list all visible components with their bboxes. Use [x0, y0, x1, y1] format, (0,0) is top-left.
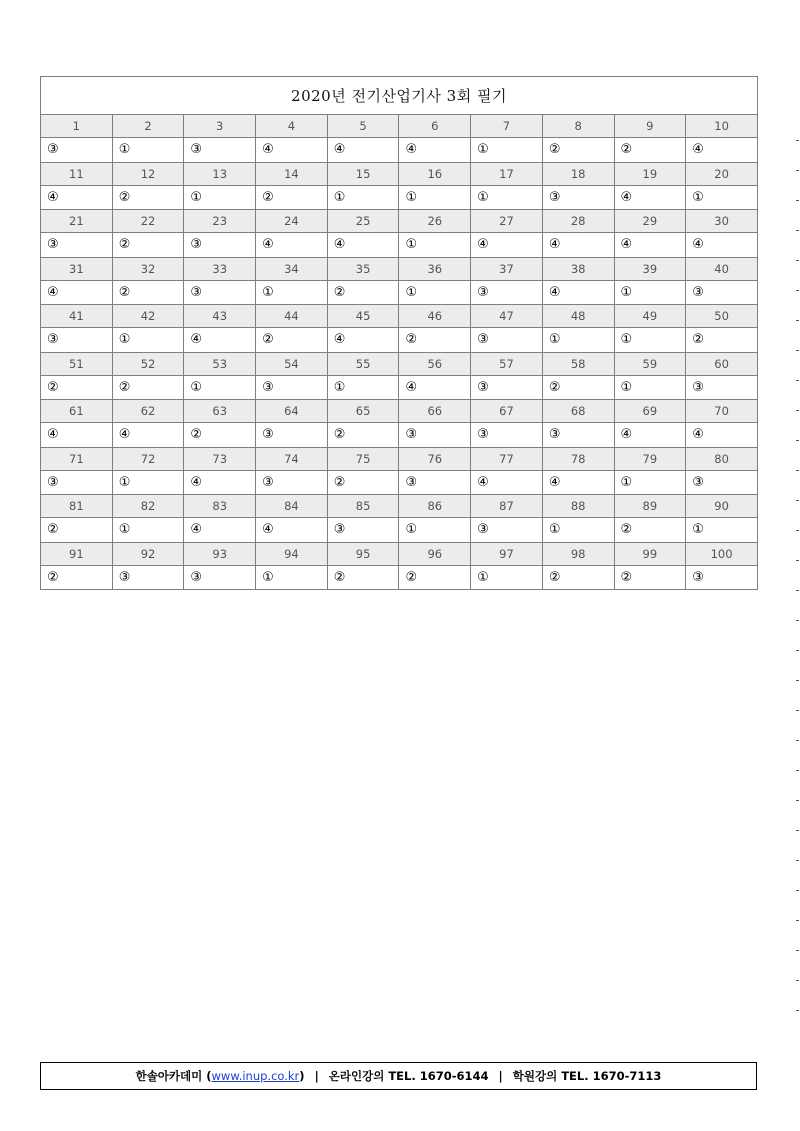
question-number: 19	[614, 162, 686, 185]
question-number: 47	[471, 305, 543, 328]
question-number: 48	[542, 305, 614, 328]
answer-cell: ①	[471, 565, 543, 590]
academy-name: 한솔아카데미	[135, 1069, 203, 1083]
answer-cell: ④	[542, 233, 614, 258]
question-number: 68	[542, 400, 614, 423]
question-number: 79	[614, 447, 686, 470]
answer-cell: ③	[327, 518, 399, 543]
edge-tick	[796, 740, 799, 741]
question-number: 81	[41, 495, 113, 518]
question-number: 58	[542, 352, 614, 375]
question-number: 93	[184, 542, 256, 565]
answer-cell: ①	[399, 518, 471, 543]
answer-cell: ①	[542, 328, 614, 353]
question-number: 21	[41, 210, 113, 233]
question-number: 2	[112, 115, 184, 138]
question-number: 55	[327, 352, 399, 375]
answer-cell: ④	[41, 280, 113, 305]
question-number: 20	[686, 162, 758, 185]
edge-tick	[796, 410, 799, 411]
question-number: 6	[399, 115, 471, 138]
question-number: 82	[112, 495, 184, 518]
question-number: 56	[399, 352, 471, 375]
question-number: 35	[327, 257, 399, 280]
question-number: 50	[686, 305, 758, 328]
answer-cell: ③	[686, 470, 758, 495]
answer-cell: ②	[327, 423, 399, 448]
question-number: 18	[542, 162, 614, 185]
edge-tick	[796, 500, 799, 501]
answer-table	[40, 76, 758, 590]
question-number: 51	[41, 352, 113, 375]
answer-cell: ④	[614, 185, 686, 210]
question-number: 66	[399, 400, 471, 423]
answer-row	[41, 470, 758, 495]
answer-cell: ④	[41, 185, 113, 210]
edge-tick	[796, 770, 799, 771]
answer-cell: ①	[542, 518, 614, 543]
edge-tick	[796, 680, 799, 681]
question-number: 17	[471, 162, 543, 185]
question-number: 31	[41, 257, 113, 280]
question-number: 29	[614, 210, 686, 233]
answer-cell: ③	[184, 233, 256, 258]
answer-cell: ③	[41, 138, 113, 163]
answer-cell: ③	[41, 470, 113, 495]
answer-cell: ①	[256, 565, 328, 590]
question-number: 92	[112, 542, 184, 565]
answer-cell: ④	[686, 138, 758, 163]
answer-cell: ②	[327, 565, 399, 590]
answer-cell: ④	[542, 280, 614, 305]
question-number: 86	[399, 495, 471, 518]
edge-tick	[796, 560, 799, 561]
question-number: 65	[327, 400, 399, 423]
answer-cell: ②	[686, 328, 758, 353]
answer-cell: ④	[256, 518, 328, 543]
answer-cell: ③	[471, 375, 543, 400]
question-number-row	[41, 352, 758, 375]
question-number: 43	[184, 305, 256, 328]
answer-cell: ④	[184, 328, 256, 353]
question-number: 57	[471, 352, 543, 375]
question-number: 73	[184, 447, 256, 470]
answer-cell: ①	[471, 138, 543, 163]
answer-cell: ③	[471, 328, 543, 353]
question-number: 69	[614, 400, 686, 423]
answer-row	[41, 423, 758, 448]
footer-separator: |	[498, 1069, 503, 1083]
question-number: 84	[256, 495, 328, 518]
page-title: 2020년 전기산업기사 3회 필기	[41, 77, 758, 115]
answer-cell: ②	[112, 185, 184, 210]
answer-cell: ②	[256, 185, 328, 210]
question-number: 77	[471, 447, 543, 470]
answer-cell: ①	[327, 185, 399, 210]
answer-cell: ④	[256, 138, 328, 163]
answer-cell: ③	[471, 518, 543, 543]
question-number: 7	[471, 115, 543, 138]
edge-tick	[796, 1010, 799, 1011]
edge-tick	[796, 650, 799, 651]
answer-cell: ①	[471, 185, 543, 210]
question-number: 30	[686, 210, 758, 233]
question-number: 99	[614, 542, 686, 565]
question-number: 28	[542, 210, 614, 233]
question-number: 1	[41, 115, 113, 138]
question-number: 83	[184, 495, 256, 518]
edge-tick	[796, 320, 799, 321]
answer-cell: ②	[614, 138, 686, 163]
question-number: 67	[471, 400, 543, 423]
answer-cell: ④	[399, 138, 471, 163]
answer-cell: ①	[112, 328, 184, 353]
edge-tick	[796, 920, 799, 921]
edge-tick	[796, 800, 799, 801]
answer-cell: ②	[256, 328, 328, 353]
answer-cell: ③	[542, 423, 614, 448]
answer-cell: ②	[41, 565, 113, 590]
question-number: 27	[471, 210, 543, 233]
question-number: 11	[41, 162, 113, 185]
question-number: 85	[327, 495, 399, 518]
question-number: 94	[256, 542, 328, 565]
answer-cell: ④	[686, 233, 758, 258]
question-number-row	[41, 210, 758, 233]
answer-cell: ②	[542, 565, 614, 590]
answer-cell: ①	[399, 185, 471, 210]
answer-cell: ②	[399, 328, 471, 353]
answer-cell: ④	[256, 233, 328, 258]
question-number: 13	[184, 162, 256, 185]
question-number: 42	[112, 305, 184, 328]
answer-row	[41, 565, 758, 590]
answer-cell: ④	[471, 233, 543, 258]
question-number: 8	[542, 115, 614, 138]
question-number: 90	[686, 495, 758, 518]
answer-cell: ③	[256, 423, 328, 448]
answer-cell: ②	[542, 375, 614, 400]
answer-cell: ②	[112, 233, 184, 258]
edge-tick	[796, 470, 799, 471]
answer-cell: ①	[112, 470, 184, 495]
answer-sheet	[40, 76, 758, 590]
question-number: 14	[256, 162, 328, 185]
edge-tick	[796, 980, 799, 981]
answer-row	[41, 280, 758, 305]
answer-cell: ④	[542, 470, 614, 495]
question-number: 53	[184, 352, 256, 375]
answer-cell: ④	[184, 518, 256, 543]
question-number-row	[41, 400, 758, 423]
website-link[interactable]: www.inup.co.kr	[211, 1069, 300, 1083]
question-number-row	[41, 447, 758, 470]
url-open-paren: (	[206, 1069, 212, 1083]
answer-row	[41, 233, 758, 258]
answer-cell: ②	[399, 565, 471, 590]
offline-phone: 학원강의 TEL. 1670-7113	[512, 1069, 662, 1083]
answer-cell: ③	[184, 280, 256, 305]
question-number: 70	[686, 400, 758, 423]
question-number: 71	[41, 447, 113, 470]
answer-cell: ③	[112, 565, 184, 590]
footer-bar	[40, 1062, 757, 1090]
edge-tick	[796, 200, 799, 201]
answer-cell: ③	[256, 470, 328, 495]
answer-cell: ①	[686, 518, 758, 543]
answer-cell: ①	[614, 470, 686, 495]
question-number: 5	[327, 115, 399, 138]
answer-cell: ③	[184, 565, 256, 590]
question-number: 36	[399, 257, 471, 280]
answer-cell: ②	[112, 375, 184, 400]
answer-cell: ②	[614, 565, 686, 590]
question-number: 22	[112, 210, 184, 233]
answer-cell: ④	[112, 423, 184, 448]
question-number: 100	[686, 542, 758, 565]
answer-cell: ④	[327, 233, 399, 258]
question-number: 91	[41, 542, 113, 565]
question-number: 45	[327, 305, 399, 328]
answer-cell: ③	[686, 375, 758, 400]
answer-cell: ④	[399, 375, 471, 400]
question-number: 24	[256, 210, 328, 233]
footer-separator: |	[314, 1069, 319, 1083]
question-number: 60	[686, 352, 758, 375]
question-number: 80	[686, 447, 758, 470]
edge-tick	[796, 830, 799, 831]
answer-cell: ①	[112, 138, 184, 163]
question-number: 76	[399, 447, 471, 470]
question-number: 23	[184, 210, 256, 233]
answer-cell: ①	[686, 185, 758, 210]
answer-row	[41, 375, 758, 400]
question-number: 62	[112, 400, 184, 423]
answer-cell: ③	[41, 328, 113, 353]
question-number: 16	[399, 162, 471, 185]
answer-cell: ②	[327, 280, 399, 305]
question-number: 25	[327, 210, 399, 233]
answer-cell: ④	[471, 470, 543, 495]
edge-tick	[796, 170, 799, 171]
question-number-row	[41, 542, 758, 565]
answer-cell: ③	[686, 565, 758, 590]
question-number: 59	[614, 352, 686, 375]
edge-tick	[796, 860, 799, 861]
question-number: 75	[327, 447, 399, 470]
answer-cell: ④	[184, 470, 256, 495]
answer-cell: ③	[686, 280, 758, 305]
question-number: 9	[614, 115, 686, 138]
question-number: 95	[327, 542, 399, 565]
answer-cell: ②	[184, 423, 256, 448]
question-number: 37	[471, 257, 543, 280]
edge-tick	[796, 950, 799, 951]
answer-row	[41, 518, 758, 543]
answer-cell: ①	[399, 280, 471, 305]
edge-tick	[796, 590, 799, 591]
question-number: 10	[686, 115, 758, 138]
edge-tick	[796, 620, 799, 621]
edge-tick	[796, 380, 799, 381]
answer-cell: ③	[542, 185, 614, 210]
question-number: 64	[256, 400, 328, 423]
answer-cell: ④	[327, 138, 399, 163]
answer-row	[41, 328, 758, 353]
answer-cell: ③	[399, 470, 471, 495]
question-number-row	[41, 305, 758, 328]
question-number: 15	[327, 162, 399, 185]
question-number: 38	[542, 257, 614, 280]
answer-cell: ①	[184, 375, 256, 400]
question-number: 39	[614, 257, 686, 280]
question-number: 4	[256, 115, 328, 138]
url-close-paren: )	[299, 1069, 305, 1083]
answer-cell: ①	[327, 375, 399, 400]
answer-cell: ④	[327, 328, 399, 353]
answer-cell: ②	[41, 518, 113, 543]
question-number: 97	[471, 542, 543, 565]
question-number: 88	[542, 495, 614, 518]
edge-tick	[796, 230, 799, 231]
answer-cell: ③	[184, 138, 256, 163]
answer-cell: ②	[112, 280, 184, 305]
answer-cell: ③	[256, 375, 328, 400]
online-phone: 온라인강의 TEL. 1670-6144	[328, 1069, 489, 1083]
answer-cell: ①	[614, 375, 686, 400]
edge-tick	[796, 260, 799, 261]
edge-tick	[796, 440, 799, 441]
answer-cell: ②	[542, 138, 614, 163]
question-number: 63	[184, 400, 256, 423]
question-number: 34	[256, 257, 328, 280]
answer-cell: ②	[614, 518, 686, 543]
answer-cell: ①	[184, 185, 256, 210]
question-number-row	[41, 495, 758, 518]
question-number: 3	[184, 115, 256, 138]
answer-cell: ③	[471, 423, 543, 448]
title-row	[41, 77, 758, 115]
answer-cell: ②	[327, 470, 399, 495]
answer-cell: ③	[41, 233, 113, 258]
edge-tick	[796, 140, 799, 141]
question-number: 49	[614, 305, 686, 328]
edge-tick	[796, 350, 799, 351]
question-number: 26	[399, 210, 471, 233]
question-number: 72	[112, 447, 184, 470]
edge-tick	[796, 530, 799, 531]
question-number: 54	[256, 352, 328, 375]
question-number: 87	[471, 495, 543, 518]
question-number: 33	[184, 257, 256, 280]
answer-cell: ③	[471, 280, 543, 305]
answer-cell: ①	[256, 280, 328, 305]
question-number: 40	[686, 257, 758, 280]
question-number: 96	[399, 542, 471, 565]
question-number: 41	[41, 305, 113, 328]
answer-cell: ④	[686, 423, 758, 448]
question-number-row	[41, 115, 758, 138]
answer-cell: ②	[41, 375, 113, 400]
question-number-row	[41, 162, 758, 185]
question-number: 52	[112, 352, 184, 375]
question-number: 46	[399, 305, 471, 328]
page-edge-marks	[796, 140, 800, 1040]
answer-cell: ③	[399, 423, 471, 448]
question-number: 74	[256, 447, 328, 470]
answer-cell: ④	[614, 423, 686, 448]
edge-tick	[796, 710, 799, 711]
question-number: 98	[542, 542, 614, 565]
answer-cell: ④	[614, 233, 686, 258]
question-number: 32	[112, 257, 184, 280]
edge-tick	[796, 890, 799, 891]
answer-row	[41, 138, 758, 163]
question-number-row	[41, 257, 758, 280]
question-number: 12	[112, 162, 184, 185]
answer-cell: ①	[614, 280, 686, 305]
answer-cell: ①	[399, 233, 471, 258]
edge-tick	[796, 290, 799, 291]
answer-cell: ④	[41, 423, 113, 448]
question-number: 89	[614, 495, 686, 518]
question-number: 61	[41, 400, 113, 423]
question-number: 44	[256, 305, 328, 328]
question-number: 78	[542, 447, 614, 470]
answer-cell: ①	[614, 328, 686, 353]
answer-cell: ①	[112, 518, 184, 543]
answer-row	[41, 185, 758, 210]
